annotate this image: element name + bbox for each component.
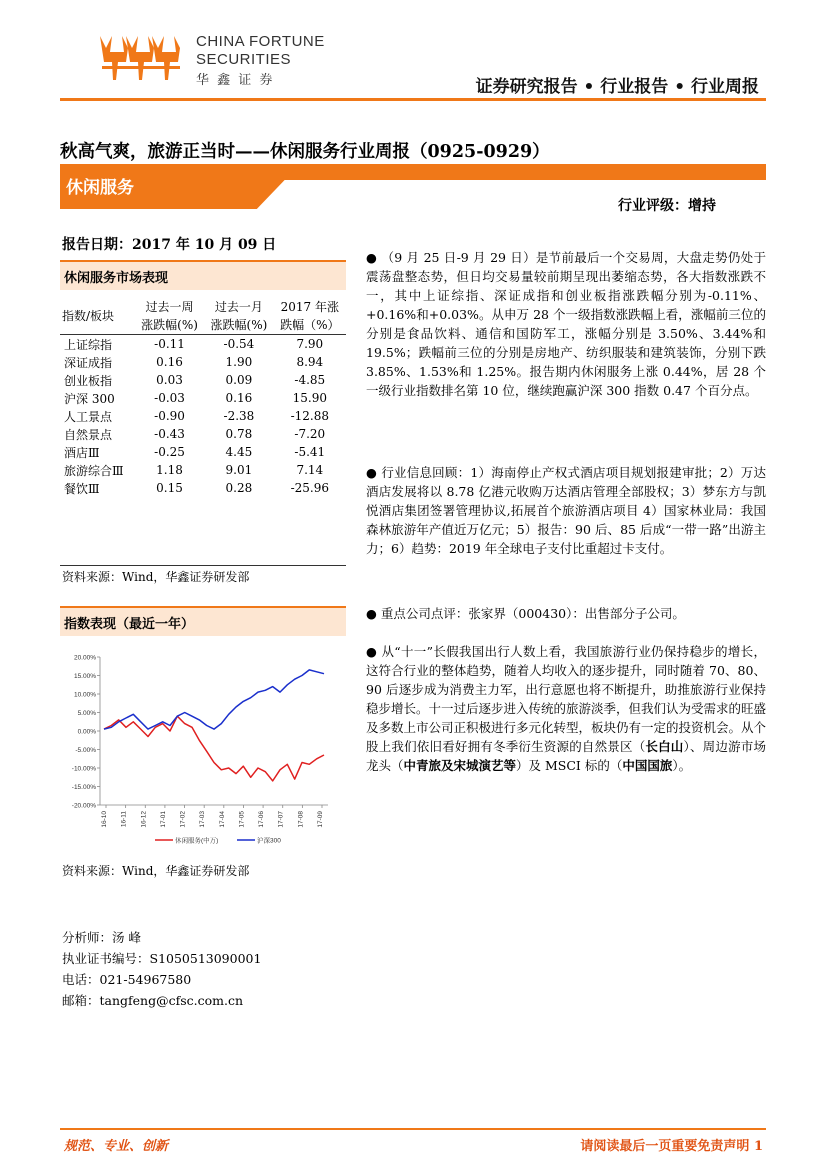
cell-week: -0.90 bbox=[154, 409, 185, 423]
series-line-1 bbox=[104, 670, 324, 729]
y-tick-label: -20.00% bbox=[71, 802, 96, 810]
x-tick-label: 17-05 bbox=[238, 811, 246, 828]
table-bottom-rule bbox=[60, 565, 346, 566]
table-row bbox=[60, 389, 346, 407]
cell-month: 1.90 bbox=[225, 355, 253, 369]
cell-week: -0.25 bbox=[154, 445, 185, 459]
cell-name: 上证综指 bbox=[64, 337, 113, 352]
cell-month: 0.09 bbox=[225, 373, 253, 387]
bullet-icon: ● bbox=[366, 465, 382, 480]
cell-ytd: -5.41 bbox=[294, 445, 326, 459]
cell-name: 餐饮Ⅲ bbox=[64, 481, 100, 496]
cell-name: 创业板指 bbox=[64, 373, 113, 388]
table-row bbox=[60, 425, 346, 443]
footer-left: 规范、专业、创新 bbox=[64, 1139, 169, 1154]
cell-name: 沪深 300 bbox=[64, 391, 115, 406]
report-title: 秋高气爽，旅游正当时——休闲服务行业周报（0925-0929） bbox=[60, 142, 550, 162]
market-performance-table bbox=[60, 298, 346, 497]
bullet-market-review: ● （9 月 25 日-9 月 29 日）是节前最后一个交易周，大盘走势仍处于震荡盘整态势，但日均交易量较前期呈现出萎缩态势，各大指数涨跌不一，其中上证综指、深证成指和创业板指涨跌幅分别为-0.11%、+0.16%和+0.03%。从申万 28 个一级指数涨跌幅上看，涨幅前三位的分别是食品饮料、通信和国防军工，涨幅分别是 3.50%、3.44%和 19.5%；跌幅前三位的分别是房地产、纺织服装和建筑装饰，分别下跌 3.85%、1.53%和 1.25%。报告期内休闲服务上涨 0.44%，居 28 个一级行业指数排名第 10 位，继续跑赢沪深 300 指数 0.47 个百分点。 bbox=[366, 250, 766, 398]
table-header-row bbox=[60, 298, 346, 316]
x-tick-label: 16-11 bbox=[120, 811, 128, 828]
series-line-0 bbox=[104, 716, 324, 781]
cell-name: 自然景点 bbox=[64, 427, 113, 442]
index-performance-chart bbox=[60, 645, 346, 860]
company-name-cn: 华 鑫 证 券 bbox=[196, 73, 275, 88]
cell-week: -0.43 bbox=[154, 427, 185, 441]
x-tick-label: 17-07 bbox=[277, 811, 285, 828]
cell-ytd: 15.90 bbox=[292, 391, 327, 405]
cell-name: 酒店Ⅲ bbox=[64, 445, 100, 460]
col-header-index: 指数/板块 bbox=[62, 308, 115, 323]
x-tick-label: 17-03 bbox=[199, 811, 207, 828]
cell-ytd: 7.14 bbox=[296, 463, 324, 477]
col-header-month-2: 涨跌幅(%) bbox=[210, 317, 268, 332]
bullet-industry-news: ● 行业信息回顾：1）海南停止产权式酒店项目规划报建审批；2）万达酒店发展将以 8.78 亿港元收购万达酒店管理全部股权；3）梦东方与凯悦酒店集团签署管理协议,拓展首个旅游酒店项目 4）国家林业局：我国森林旅游年产值近万亿元；5）报告：90 后、85 后成“一带一路”出游主力；6）趋势：2019 年全球电子支付比重超过卡支付。 bbox=[366, 465, 766, 556]
cell-ytd: -25.96 bbox=[290, 481, 329, 495]
legend-label: 沪深300 bbox=[257, 837, 281, 845]
company-name-en-1: CHINA FORTUNE bbox=[196, 33, 325, 50]
col-header-week-1: 过去一周 bbox=[145, 299, 194, 314]
cell-name: 人工景点 bbox=[64, 409, 113, 424]
market-source: 资料来源：Wind，华鑫证券研发部 bbox=[62, 570, 250, 584]
col-header-month-1: 过去一月 bbox=[214, 299, 263, 314]
cell-ytd: 7.90 bbox=[296, 337, 324, 351]
index-section-heading: 指数表现（最近一年） bbox=[64, 617, 195, 632]
y-tick-label: -10.00% bbox=[71, 765, 96, 773]
chart-source: 资料来源：Wind，华鑫证券研发部 bbox=[62, 864, 250, 878]
cell-ytd: -4.85 bbox=[294, 373, 326, 387]
x-tick-label: 17-04 bbox=[218, 811, 226, 828]
table-row bbox=[60, 479, 346, 497]
table-row bbox=[60, 335, 346, 354]
y-tick-label: -5.00% bbox=[75, 747, 96, 754]
bullet-investment-view: ● 从“十一”长假我国出行人数上看，我国旅游行业仍保持稳步的增长，这符合行业的整体趋势，随着人均收入的逐步提升，同时随着 70、80、90 后逐步成为消费主力军，出行意愿也将不断提升，助推旅游行业保持稳步增长。十一过后逐步进入传统的旅游淡季，但我们认为受需求的旺盛及多数上市公司正积极进行多元化转型，板块仍有一定的投资机会。从个股上我们依旧看好拥有冬季衍生资源的自然景区（长白山）、周边游市场龙头（中青旅及宋城演艺等）及 MSCI 标的（中国国旅）。 bbox=[366, 644, 767, 773]
cell-month: 9.01 bbox=[225, 463, 253, 477]
x-tick-label: 17-06 bbox=[258, 811, 266, 828]
industry-rating: 行业评级：增持 bbox=[618, 198, 716, 214]
cell-week: -0.11 bbox=[154, 337, 185, 351]
cell-ytd: -7.20 bbox=[294, 427, 326, 441]
y-tick-label: 0.00% bbox=[77, 728, 96, 736]
header-rule bbox=[60, 98, 766, 101]
cell-month: 0.16 bbox=[225, 391, 253, 405]
cell-week: 0.15 bbox=[156, 481, 183, 495]
x-tick-label: 17-01 bbox=[159, 811, 167, 828]
report-type: 证券研究报告 • 行业报告 • 行业周报 bbox=[475, 77, 759, 97]
footer-rule bbox=[60, 1128, 766, 1130]
x-tick-label: 17-08 bbox=[297, 811, 305, 828]
table-row bbox=[60, 461, 346, 479]
legend-label: 休闲服务(中万) bbox=[175, 837, 219, 845]
y-tick-label: -15.00% bbox=[71, 784, 96, 791]
cell-month: 0.78 bbox=[225, 427, 253, 441]
analyst-email: 邮箱：tangfeng@cfsc.com.cn bbox=[62, 993, 244, 1008]
cell-month: -0.54 bbox=[223, 337, 255, 351]
report-date: 报告日期：2017 年 10 月 09 日 bbox=[62, 237, 277, 253]
logo-figures-icon bbox=[96, 28, 188, 88]
cell-week: -0.03 bbox=[154, 391, 185, 405]
cell-month: 4.45 bbox=[225, 445, 253, 459]
table-row bbox=[60, 443, 346, 461]
table-row bbox=[60, 407, 346, 425]
cell-name: 旅游综合Ⅲ bbox=[64, 463, 124, 478]
analyst-license: 执业证书编号：S1050513090001 bbox=[62, 951, 262, 966]
y-tick-label: 10.00% bbox=[73, 691, 96, 699]
market-section-heading: 休闲服务市场表现 bbox=[64, 271, 169, 286]
table-row bbox=[60, 371, 346, 389]
cell-ytd: 8.94 bbox=[296, 355, 324, 369]
x-tick-label: 16-12 bbox=[140, 811, 148, 828]
x-tick-label: 17-02 bbox=[179, 811, 187, 828]
cell-week: 0.16 bbox=[156, 355, 183, 369]
industry-tag: 休闲服务 bbox=[66, 178, 134, 198]
y-tick-label: 20.00% bbox=[73, 654, 96, 662]
col-header-week-2: 涨跌幅(%) bbox=[141, 317, 198, 332]
y-tick-label: 5.00% bbox=[77, 710, 96, 717]
cell-week: 0.03 bbox=[156, 373, 183, 387]
company-logo bbox=[96, 28, 188, 88]
col-header-ytd-2: 跌幅（%） bbox=[280, 317, 340, 332]
footer-right: 请阅读最后一页重要免责声明 1 bbox=[580, 1139, 763, 1154]
analyst-phone: 电话：021-54967580 bbox=[62, 972, 192, 987]
company-name-en-2: SECURITIES bbox=[196, 51, 292, 68]
bullet-company-review: ● 重点公司点评：张家界（000430）：出售部分子公司。 bbox=[366, 606, 685, 621]
bullet-icon: ● bbox=[366, 644, 382, 659]
cell-month: -2.38 bbox=[223, 409, 255, 423]
y-tick-label: 15.00% bbox=[73, 673, 96, 680]
x-tick-label: 17-09 bbox=[317, 811, 324, 828]
table-row bbox=[60, 353, 346, 371]
x-tick-label: 16-10 bbox=[101, 811, 108, 828]
cell-month: 0.28 bbox=[225, 481, 253, 495]
cell-week: 1.18 bbox=[156, 463, 183, 477]
bullet-icon: ● bbox=[366, 606, 381, 621]
bullet-icon: ● bbox=[366, 250, 382, 265]
col-header-ytd-1: 2017 年涨 bbox=[280, 299, 339, 314]
cell-ytd: -12.88 bbox=[290, 409, 329, 423]
cell-name: 深证成指 bbox=[64, 355, 113, 370]
analyst-name: 分析师：汤 峰 bbox=[62, 930, 141, 945]
